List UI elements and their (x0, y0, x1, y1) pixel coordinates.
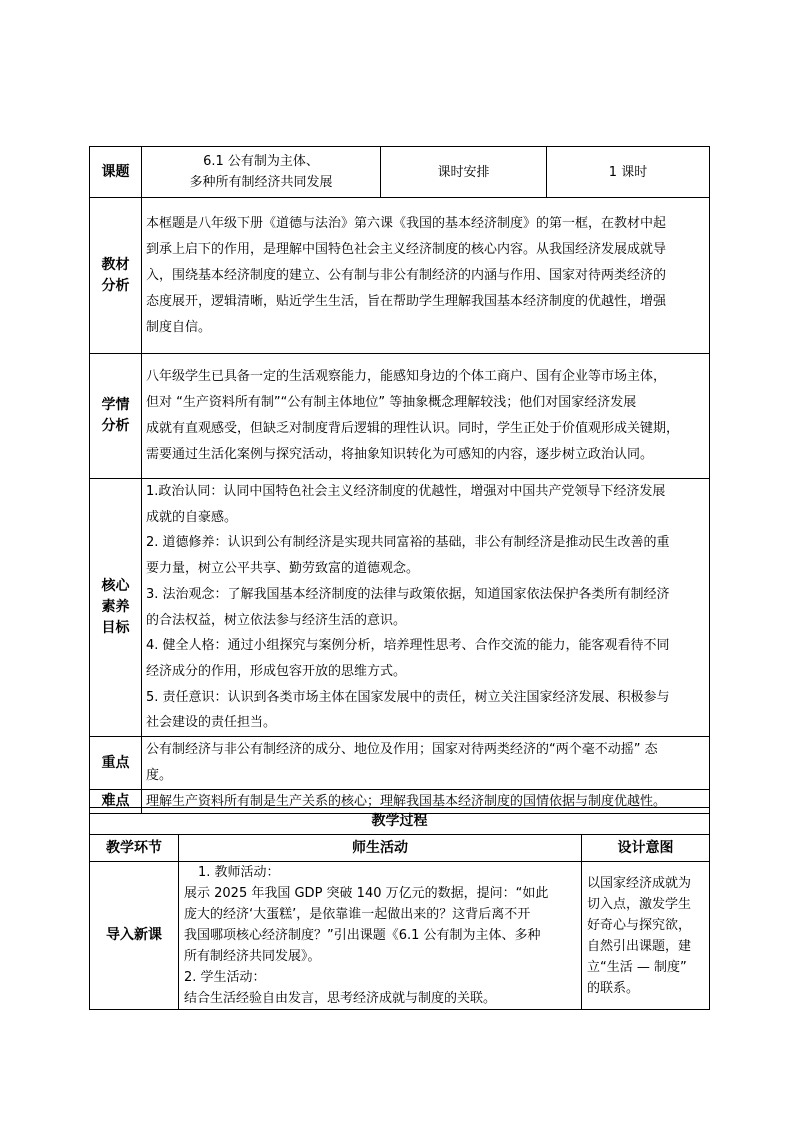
intent-cell (582, 862, 710, 1010)
topic-row (90, 147, 710, 198)
process-title-row (90, 808, 710, 835)
col-header-stage: 教学环节 (90, 835, 179, 862)
activity-cell (179, 862, 582, 1010)
topic-label: 课题 (90, 147, 142, 198)
goal-line: 的合法权益，树立依法参与经济生活的意识。 (146, 612, 407, 628)
goal-line: 2. 道德修养：认识到公有制经济是实现共同富裕的基础，非公有制经济是推动民生改善的重 (146, 535, 670, 551)
col-header-intent: 设计意图 (582, 835, 710, 862)
learner-label-line-2: 分析 (101, 418, 130, 434)
learner-analysis-text (142, 354, 710, 479)
difficulty-label: 难点 (90, 790, 142, 814)
intent-line: 好奇心与探究欲， (587, 917, 692, 933)
core-literacy-goals (142, 479, 710, 737)
topic-cell (142, 147, 381, 198)
stage-name: 导入新课 (90, 862, 179, 1010)
goal-line: 1.政治认同：认同中国特色社会主义经济制度的优越性，增强对中国共产党领导下经济发展 (146, 484, 666, 499)
process-row-intro (90, 862, 710, 1010)
text-line: 需要通过生活化案例与探究活动，将抽象知识转化为可感知的内容，逐步树立政治认同。 (146, 447, 654, 462)
literacy-label-line-3: 目标 (101, 620, 130, 637)
activity-line: 2. 学生活动： (184, 970, 266, 985)
literacy-label-line-2: 素养 (101, 599, 130, 616)
text-line: 成就有直观感受，但缺乏对制度背后逻辑的理性认识。同时，学生正处于价值观形成关键期， (146, 421, 680, 436)
activity-line: 庞大的经济‘大蛋糕’，是依靠谁一起做出来的？这背后离不开 (184, 907, 531, 922)
activity-line: 展示 2025 年我国 GDP 突破 140 万亿元的数据，提问：“如此 (184, 886, 549, 901)
topic-line-2: 多种所有制经济共同发展 (189, 175, 333, 190)
activity-line: 结合生活经验自由发言，思考经济成就与制度的关联。 (184, 991, 497, 1006)
text-line: 入，围绕基本经济制度的建立、公有制与非公有制经济的内涵与作用、国家对待两类经济的 (146, 267, 667, 283)
text-line: 但对 “生产资料所有制”“公有制主体地位” 等抽象概念理解较浅；他们对国家经济发展 (146, 395, 637, 410)
textbook-label-line-2: 分析 (101, 277, 130, 294)
learner-analysis-row (90, 354, 710, 479)
textbook-analysis-row (90, 198, 710, 354)
process-title: 教学过程 (90, 808, 710, 835)
intent-line: 立“生活 — 制度” (587, 959, 687, 975)
goal-line: 社会建设的责任担当。 (146, 715, 277, 731)
text-line: 八年级学生已具备一定的生活观察能力，能感知身边的个体工商户、国有企业等市场主体， (146, 369, 667, 384)
key-point-label: 重点 (90, 737, 142, 790)
intent-line: 切入点，激发学生 (587, 896, 692, 912)
textbook-analysis-label (90, 198, 142, 354)
intent-line: 自然引出课题，建 (587, 938, 692, 954)
text-line: 本框题是八年级下册《道德与法治》第六课《我国的基本经济制度》的第一框，在教材中起 (146, 215, 667, 231)
activity-line: 我国哪项核心经济制度？”引出课题《6.1 公有制为主体、多种 (184, 928, 541, 943)
intent-line: 以国家经济成就为 (587, 875, 692, 891)
literacy-label-line-1: 核心 (101, 578, 130, 595)
schedule-value: 1 课时 (547, 147, 710, 198)
text-line: 制度自信。 (146, 319, 212, 335)
learner-analysis-label (90, 354, 142, 479)
topic-line-1: 6.1 公有制为主体、 (203, 154, 319, 169)
text-line: 态度展开，逻辑清晰，贴近学生生活，旨在帮助学生理解我国基本经济制度的优越性，增强 (146, 293, 667, 309)
difficulty-text: 理解生产资料所有制是生产关系的核心；理解我国基本经济制度的国情依据与制度优越性。 (142, 790, 710, 814)
schedule-label: 课时安排 (381, 147, 547, 198)
col-header-activity: 师生活动 (179, 835, 582, 862)
lesson-info-table (89, 146, 710, 814)
goal-line: 3. 法治观念：了解我国基本经济制度的法律与政策依据，知道国家依法保护各类所有制经济 (146, 586, 670, 602)
goal-line: 成就的自豪感。 (146, 509, 238, 525)
activity-line: 所有制经济共同发展》。 (184, 949, 321, 964)
text-line: 到承上启下的作用，是理解中国特色社会主义经济制度的核心内容。从我国经济发展成就导 (146, 241, 667, 257)
process-header-row (90, 835, 710, 862)
text-line: 公有制经济与非公有制经济的成分、地位及作用；国家对待两类经济的“两个毫不动摇” 态 (146, 742, 658, 758)
learner-label-line-1: 学情 (101, 397, 130, 413)
intent-line: 的联系。 (587, 980, 640, 996)
core-literacy-row (90, 479, 710, 737)
text-line: 度。 (146, 768, 173, 784)
key-point-text (142, 737, 710, 790)
goal-line: 要力量，树立公平共享、勤劳致富的道德观念。 (146, 561, 420, 577)
goal-line: 经济成分的作用，形成包容开放的思维方式。 (146, 663, 407, 679)
activity-line: 1. 教师活动： (198, 865, 280, 880)
key-point-row (90, 737, 710, 790)
teaching-process-table (89, 807, 710, 1010)
core-literacy-label (90, 479, 142, 737)
textbook-label-line-1: 教材 (101, 256, 130, 273)
goal-line: 4. 健全人格：通过小组探究与案例分析，培养理性思考、合作交流的能力，能客观看待不同 (146, 638, 670, 654)
goal-line: 5. 责任意识：认识到各类市场主体在国家发展中的责任，树立关注国家经济发展、积极参与 (146, 689, 670, 705)
textbook-analysis-text (142, 198, 710, 354)
